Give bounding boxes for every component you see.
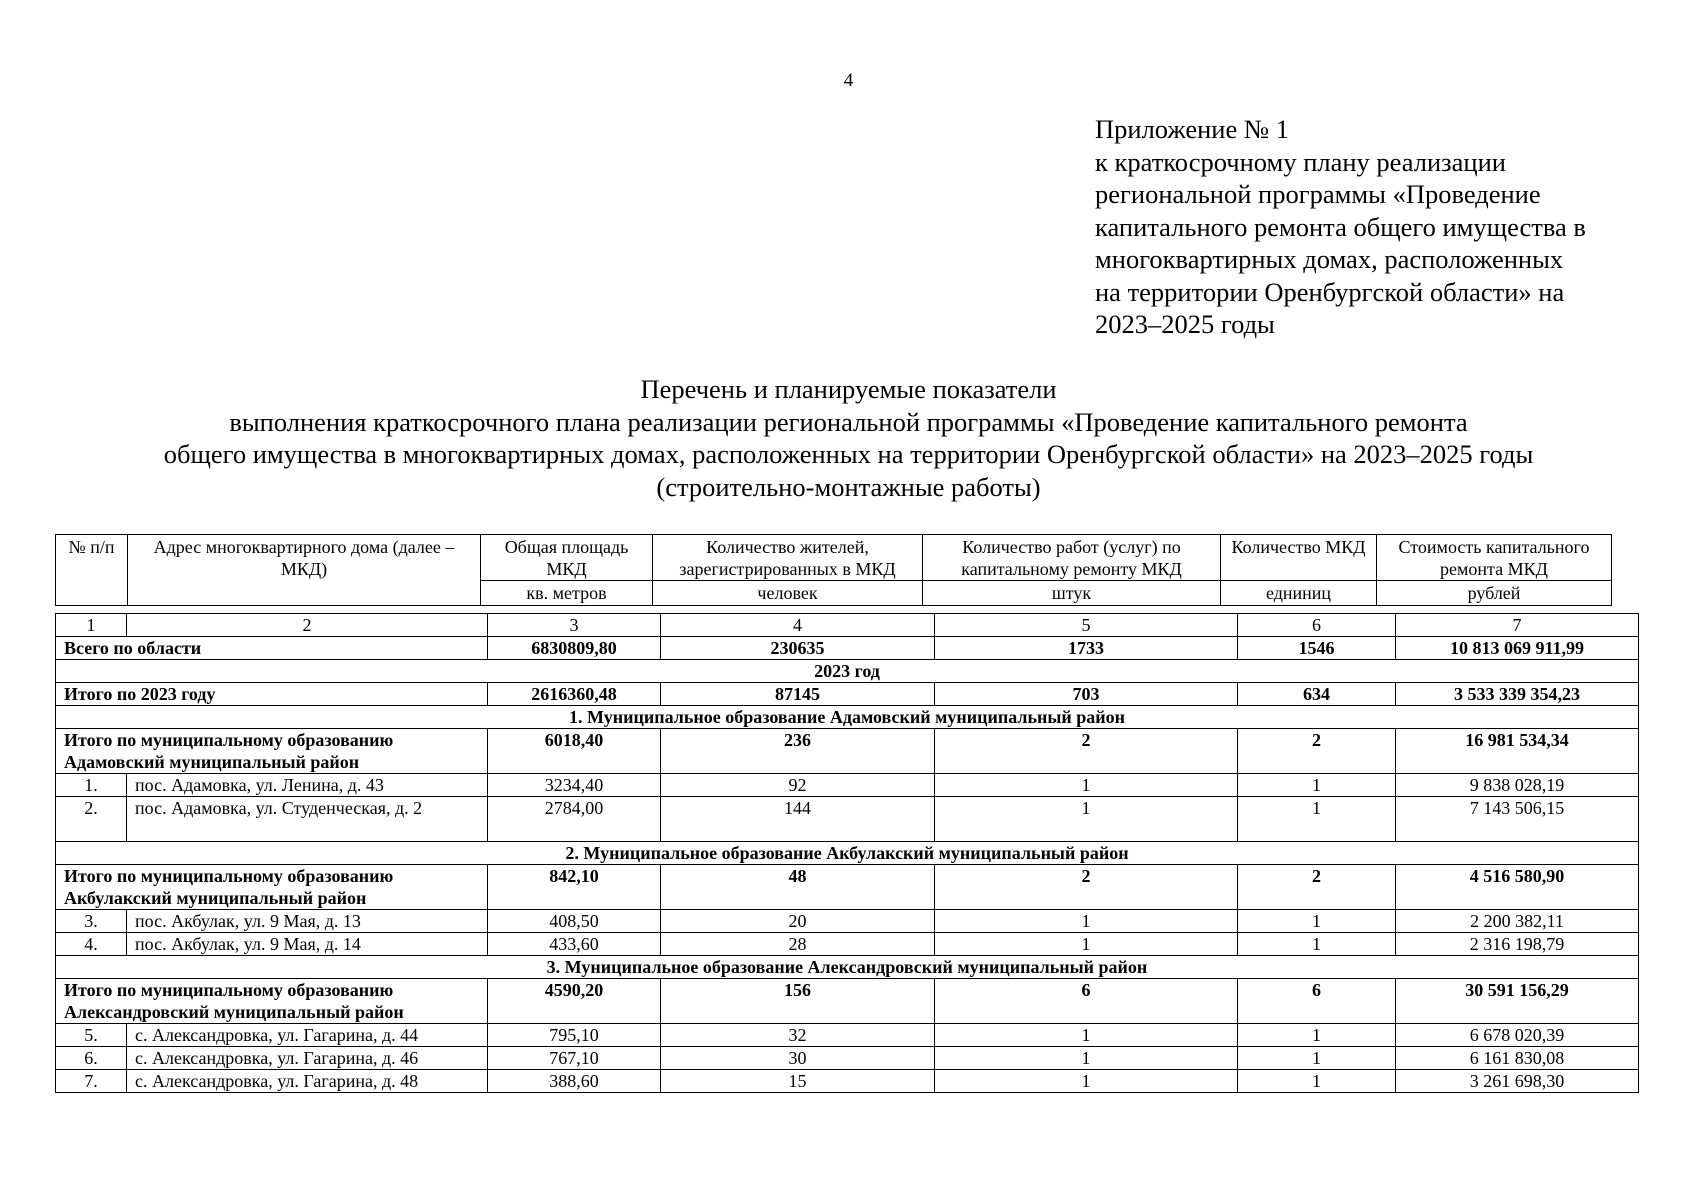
- header-works: Количество работ (услуг) по капитальному ремонту МКД: [923, 535, 1221, 581]
- row-houses: 1: [1238, 797, 1396, 842]
- appendix-line: многоквартирных домах, расположенных: [1095, 244, 1564, 274]
- row-area: 795,10: [488, 1024, 661, 1047]
- total-year-row: [56, 683, 1639, 706]
- title-line: Перечень и планируемые показатели: [640, 374, 1057, 404]
- row-residents: 92: [661, 774, 935, 797]
- subtotal-residents: 236: [661, 729, 935, 774]
- row-area: 2784,00: [488, 797, 661, 842]
- appendix-line: к краткосрочному плану реализации: [1095, 146, 1506, 177]
- unit-works: штук: [923, 581, 1221, 606]
- row-residents: 28: [661, 933, 935, 956]
- year-total-residents: 87145: [661, 683, 935, 706]
- total-area: 6830809,80: [488, 637, 661, 660]
- row-residents: 144: [661, 797, 935, 842]
- subtotal-works: 2: [935, 865, 1238, 910]
- subtotal-houses: 2: [1238, 865, 1396, 910]
- section-title-row: [56, 956, 1639, 979]
- row-cost: 2 316 198,79: [1396, 933, 1639, 956]
- header-houses: Количество МКД: [1221, 535, 1377, 581]
- appendix-line: капитального ремонта общего имущества в: [1095, 211, 1586, 242]
- header-residents: Количество жителей, зарегистрированных в МКД: [653, 535, 923, 581]
- row-cost: 3 261 698,30: [1396, 1070, 1639, 1093]
- year-total-label: Итого по 2023 году: [56, 683, 488, 706]
- subtotal-residents: 156: [661, 979, 935, 1024]
- row-address: с. Александровка, ул. Гагарина, д. 48: [127, 1070, 488, 1093]
- subtotal-label: Итого по муниципальному образованию Александровский муниципальный район: [56, 979, 488, 1024]
- row-area: 433,60: [488, 933, 661, 956]
- unit-area: кв. метров: [481, 581, 653, 606]
- row-area: 3234,40: [488, 774, 661, 797]
- row-works: 1: [935, 1047, 1238, 1070]
- row-works: 1: [935, 774, 1238, 797]
- unit-cost: рублей: [1377, 581, 1612, 606]
- row-residents: 32: [661, 1024, 935, 1047]
- row-houses: 1: [1238, 933, 1396, 956]
- row-houses: 1: [1238, 1047, 1396, 1070]
- row-works: 1: [935, 1024, 1238, 1047]
- row-number: 7.: [56, 1070, 127, 1093]
- unit-residents: человек: [653, 581, 923, 606]
- year-total-works: 703: [935, 683, 1238, 706]
- year-total-area: 2616360,48: [488, 683, 661, 706]
- total-works: 1733: [935, 637, 1238, 660]
- subtotal-cost: 16 981 534,34: [1396, 729, 1639, 774]
- row-number: 3.: [56, 910, 127, 933]
- subtotal-area: 842,10: [488, 865, 661, 910]
- appendix-line: региональной программы «Проведение: [1095, 179, 1541, 209]
- header-area: Общая площадь МКД: [481, 535, 653, 581]
- section-title-row: [56, 706, 1639, 729]
- header-address: Адрес многоквартирного дома (далее – МКД): [128, 535, 481, 606]
- subtotal-label: Итого по муниципальному образованию Акбулакский муниципальный район: [56, 865, 488, 910]
- subtotal-houses: 6: [1238, 979, 1396, 1024]
- year-header: 2023 год: [56, 660, 1639, 683]
- year-header-row: [56, 660, 1639, 683]
- appendix-line: Приложение № 1: [1095, 114, 1290, 144]
- subtotal-works: 2: [935, 729, 1238, 774]
- table-row: [56, 910, 1639, 933]
- subtotal-area: 6018,40: [488, 729, 661, 774]
- column-numbers-row: [56, 614, 1639, 637]
- row-number: 4.: [56, 933, 127, 956]
- subtotal-works: 6: [935, 979, 1238, 1024]
- row-cost: 2 200 382,11: [1396, 910, 1639, 933]
- table-row: [56, 1024, 1639, 1047]
- row-number: 6.: [56, 1047, 127, 1070]
- total-region-row: [56, 637, 1639, 660]
- table-row: [56, 797, 1639, 842]
- table-row: [56, 1070, 1639, 1093]
- row-area: 767,10: [488, 1047, 661, 1070]
- col-number: 5: [935, 614, 1238, 637]
- subtotal-cost: 4 516 580,90: [1396, 865, 1639, 910]
- row-address: пос. Адамовка, ул. Студенческая, д. 2: [127, 797, 488, 842]
- unit-houses: едниниц: [1221, 581, 1377, 606]
- subtotal-residents: 48: [661, 865, 935, 910]
- row-houses: 1: [1238, 1024, 1396, 1047]
- title-line: выполнения краткосрочного плана реализации региональной программы «Проведение капитального ремонта: [229, 406, 1468, 437]
- row-residents: 15: [661, 1070, 935, 1093]
- header-cost: Стоимость капитального ремонта МКД: [1377, 535, 1612, 581]
- total-label: Всего по области: [56, 637, 488, 660]
- section-title: 2. Муниципальное образование Акбулакский муниципальный район: [56, 842, 1639, 865]
- section-title: 1. Муниципальное образование Адамовский муниципальный район: [56, 706, 1639, 729]
- year-total-houses: 634: [1238, 683, 1396, 706]
- section-subtotal-row: [56, 979, 1639, 1024]
- total-cost: 10 813 069 911,99: [1396, 637, 1639, 660]
- col-number: 7: [1396, 614, 1639, 637]
- title-line: общего имущества в многоквартирных домах, расположенных на территории Оренбургской области» на 2023–2025 годы: [163, 439, 1534, 469]
- section-subtotal-row: [56, 729, 1639, 774]
- appendix-line: 2023–2025 годы: [1095, 309, 1275, 339]
- row-cost: 9 838 028,19: [1396, 774, 1639, 797]
- row-number: 5.: [56, 1024, 127, 1047]
- document-title: [0, 373, 1697, 503]
- row-address: пос. Акбулак, ул. 9 Мая, д. 14: [127, 933, 488, 956]
- row-works: 1: [935, 910, 1238, 933]
- total-houses: 1546: [1238, 637, 1396, 660]
- col-number: 2: [127, 614, 488, 637]
- table-header: [55, 534, 1612, 606]
- row-address: пос. Адамовка, ул. Ленина, д. 43: [127, 774, 488, 797]
- row-number: 2.: [56, 797, 127, 842]
- col-number: 3: [488, 614, 661, 637]
- subtotal-houses: 2: [1238, 729, 1396, 774]
- row-houses: 1: [1238, 774, 1396, 797]
- total-residents: 230635: [661, 637, 935, 660]
- row-address: пос. Акбулак, ул. 9 Мая, д. 13: [127, 910, 488, 933]
- table-row: [56, 774, 1639, 797]
- page-number: 4: [843, 70, 854, 91]
- row-residents: 30: [661, 1047, 935, 1070]
- row-area: 388,60: [488, 1070, 661, 1093]
- row-works: 1: [935, 797, 1238, 842]
- data-table: [55, 613, 1639, 1093]
- header-num: № п/п: [56, 535, 128, 606]
- section-title-row: [56, 842, 1639, 865]
- section-subtotal-row: [56, 865, 1639, 910]
- row-address: с. Александровка, ул. Гагарина, д. 46: [127, 1047, 488, 1070]
- row-cost: 7 143 506,15: [1396, 797, 1639, 842]
- subtotal-cost: 30 591 156,29: [1396, 979, 1639, 1024]
- row-number: 1.: [56, 774, 127, 797]
- row-cost: 6 161 830,08: [1396, 1047, 1639, 1070]
- subtotal-area: 4590,20: [488, 979, 661, 1024]
- row-houses: 1: [1238, 910, 1396, 933]
- row-works: 1: [935, 1070, 1238, 1093]
- row-houses: 1: [1238, 1070, 1396, 1093]
- appendix-line: на территории Оренбургской области» на: [1095, 276, 1565, 307]
- appendix-note: [1095, 113, 1586, 341]
- year-total-cost: 3 533 339 354,23: [1396, 683, 1639, 706]
- row-residents: 20: [661, 910, 935, 933]
- row-works: 1: [935, 933, 1238, 956]
- col-number: 6: [1238, 614, 1396, 637]
- subtotal-label: Итого по муниципальному образованию Адамовский муниципальный район: [56, 729, 488, 774]
- col-number: 1: [56, 614, 127, 637]
- col-number: 4: [661, 614, 935, 637]
- row-address: с. Александровка, ул. Гагарина, д. 44: [127, 1024, 488, 1047]
- title-line: (строительно-монтажные работы): [656, 471, 1041, 502]
- section-title: 3. Муниципальное образование Александровский муниципальный район: [56, 956, 1639, 979]
- table-row: [56, 1047, 1639, 1070]
- table-row: [56, 933, 1639, 956]
- row-cost: 6 678 020,39: [1396, 1024, 1639, 1047]
- row-area: 408,50: [488, 910, 661, 933]
